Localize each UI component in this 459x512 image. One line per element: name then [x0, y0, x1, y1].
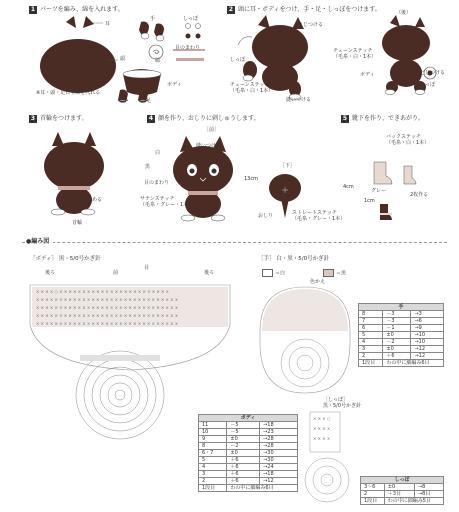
table-row: 10 －5 →23 [199, 429, 298, 436]
step4-sew-label: 縫いつける [196, 143, 222, 149]
hand-count-table [358, 303, 444, 367]
step1-body-label: ボディ [167, 82, 182, 88]
tail-crochet-chart [300, 410, 355, 510]
step-5-heading: 5 靴下を作り、できあがり。 [342, 115, 425, 122]
table-row: 1段目 わの中に細編み6目 [199, 485, 298, 492]
table-row: 6 －1 →9 [359, 325, 444, 332]
step1-collar-label: 綿 [155, 58, 161, 64]
black-swatch-icon [323, 269, 334, 277]
svg-text:× × × × × × × × × × × × × × ×: × × × × × × × × × × × × × × × × × × × × × × × × × × × × × × × [36, 321, 179, 326]
table-row: 2 ＋6 →12 [359, 353, 444, 360]
step2-body-label: ボディ [360, 72, 375, 78]
step4-hip-label: おしり [258, 213, 274, 219]
table-row: 2 ＋3目 →8目 [361, 491, 444, 498]
table-row: 9 ±0 →28 [199, 436, 298, 443]
table-row: 3 ＋6 →18 [199, 471, 298, 478]
step2-attach2-label: とじつける [420, 70, 446, 76]
step-3-illustration [38, 128, 118, 223]
step1-ear-label: 耳 [105, 21, 111, 27]
hand-chart-title: ［手］ 白・黒・5/0号かぎ針 [258, 256, 330, 262]
table-row: 4 ＋6 →24 [199, 464, 298, 471]
step4-straight-sub: （毛糸・グレー・1本） [292, 216, 346, 222]
step4-satin-sub: （毛糸・グレー・1本） [140, 202, 194, 208]
svg-text:× × × ×: × × × × [313, 426, 331, 431]
table-row: 6・7 ±0 →30 [199, 450, 298, 457]
tail-chart-sub: 黒・5/0号かぎ針 [323, 403, 362, 409]
step4-height-label: 13cm [244, 176, 258, 182]
tail-table-header: しっぽ [361, 477, 444, 484]
hand-chart-white-legend: ＝白 [262, 269, 285, 277]
table-row: 8 －2 →28 [199, 443, 298, 450]
step5-backstitch-sub: （毛糸・白・1本） [386, 140, 430, 146]
step1-hand-label: 手 [150, 16, 156, 22]
svg-text:× × × × ○ × × × × × × × × × ×: × × × × ○ × × × × × × × × × × × × × × × × × × × × × × × × [36, 289, 169, 294]
step2-chain-label: チェーンステッチ [230, 82, 270, 88]
step1-note: ※耳・頭・足にも綿を入れる [36, 90, 101, 96]
step2-chain2-label: チェーンステッチ [333, 48, 373, 54]
table-row: 8 －3 →3 [359, 311, 444, 318]
body-chart-eye: 目 [144, 265, 150, 271]
step4-eye-around-label: 目のまわり [144, 180, 170, 186]
step3-collar-label: 首輪 [72, 220, 83, 226]
table-row: 1段目 わの中に細編み5目 [361, 498, 444, 505]
step-4-heading: 4 顔を作り、おしりに刺しゅうします。 [148, 115, 260, 122]
step2-sew-label: 縫いつける [286, 97, 312, 103]
table-row: 5 ＋6 →30 [199, 457, 298, 464]
step2-back-label: （後） [396, 10, 412, 16]
table-row: 11 －5 →18 [199, 422, 298, 429]
step5-width-label: 1cm [364, 198, 375, 204]
step4-satin-label: サテンステッチ [140, 196, 175, 202]
step5-two-label: 2枚作る [410, 192, 429, 198]
step5-backstitch-label: バックステッチ [386, 134, 421, 140]
step4-bottom-label: ［下］ [280, 163, 296, 169]
step4-straight-label: ストレートステッチ [292, 210, 337, 216]
table-row: 7 －3 →6 [359, 318, 444, 325]
step2-tail2-label: しっぽ [420, 82, 436, 88]
step1-tail-label: しっぽ [183, 16, 199, 22]
step-1-illustration [28, 16, 223, 111]
table-row: 3～6 ±0 →8 [361, 484, 444, 491]
table-row: 2 ＋6 →12 [199, 478, 298, 485]
hand-chart-black-legend: ＝黒 [323, 269, 346, 277]
body-chart-front: 前 [113, 270, 119, 276]
tail-count-table [360, 476, 444, 505]
hand-crochet-chart [250, 283, 360, 398]
step-2-heading: 2 頭に耳・ボディをつけ、手・足・しっぽをつけます。 [228, 6, 381, 13]
step4-white-label: 白 [155, 150, 161, 156]
body-chart-back: 後ろ [45, 270, 56, 276]
table-row: 4 －2 →10 [359, 339, 444, 346]
svg-text:× × × × × × × × × × × × × × ×: × × × × × × × × × × × × × × × × × × × × × × × × × × × × × × × [36, 313, 179, 318]
step2-tail-label: しっぽ [230, 57, 246, 63]
table-row: 1段目 わの中に細編み6目 [359, 360, 444, 367]
step-3-heading: 3 首輪をつけます。 [30, 115, 88, 122]
step1-head-label: 頭 [120, 56, 126, 62]
step2-chain2-sub: （毛糸・白・1本） [333, 54, 377, 60]
white-swatch-icon [262, 269, 273, 277]
step2-attach-label: とじつける [298, 22, 324, 28]
body-chart-title: ［ボディ］ 黒・5/0号かぎ針 [30, 256, 101, 262]
step-2-illustration [230, 15, 445, 115]
svg-text:× × × ×: × × × × [313, 436, 331, 441]
step-1-heading: 1 パーツを編み、綿を入れます。 [30, 6, 124, 13]
svg-text:× × × ○: × × × ○ [313, 416, 331, 421]
table-row: 5 ±0 →10 [359, 332, 444, 339]
hand-chart-color-change: 色かえ [310, 279, 326, 285]
hand-table-header: 手 [359, 304, 444, 311]
section-divider [22, 242, 447, 243]
step4-front-label: ［前］ [204, 127, 220, 133]
section-title: ●編み図 [26, 236, 53, 245]
step5-gray-label: グレー [371, 188, 387, 194]
table-row: 3 ±0 →12 [359, 346, 444, 353]
body-table-header: ボディ [199, 415, 298, 422]
svg-text:× × × × × × × × × × × × × × ×: × × × × × × × × × × × × × × × × × × × × × × × × × × × × × × × [36, 305, 179, 310]
step5-size-label: 4cm [343, 184, 354, 190]
step1-collar-part-label: 目のまわり [175, 45, 201, 51]
body-chart-back2: 後ろ [204, 270, 215, 276]
body-count-table [198, 414, 298, 492]
svg-text:× × × × × × × × × × × × × × ×: × × × × × × × × × × × × × × × × × × × × × × × × × × × × × × × [36, 297, 179, 302]
step2-chain-sub: （毛糸・白・1本） [230, 88, 274, 94]
tail-chart-title: ［しっぽ］ [323, 397, 349, 403]
step3-back-tie-label: 後ろで止める [72, 197, 102, 203]
step1-foot-label: 足 [146, 98, 152, 104]
step4-black-label: 黒 [145, 164, 151, 170]
